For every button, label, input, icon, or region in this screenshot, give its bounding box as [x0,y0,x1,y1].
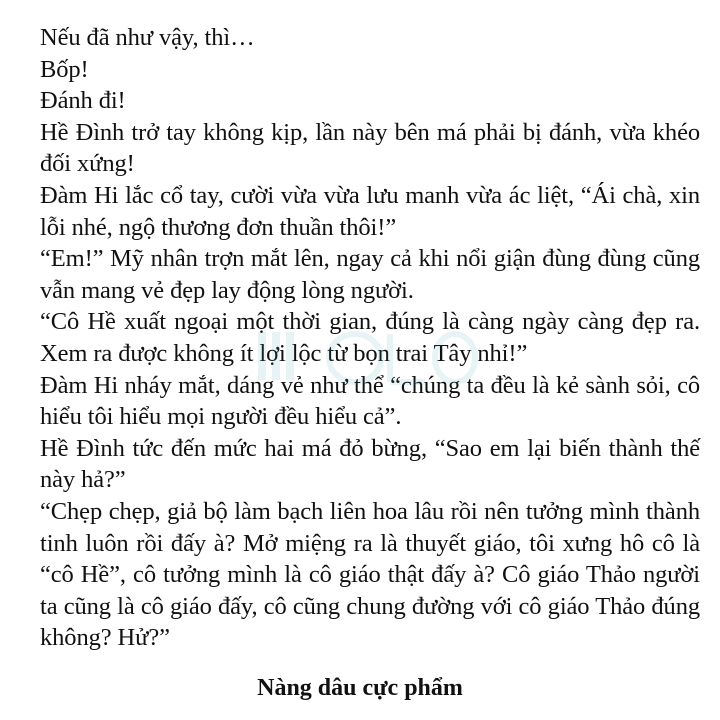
book-title-footer: Nàng dâu cực phẩm [257,675,463,701]
paragraph: Bốp! [40,55,89,83]
paragraph: Đánh đi! [40,87,126,115]
paragraph: “Cô Hề xuất ngoại một thời gian, đúng là càng ngày càng đẹp ra. Xem ra được không ít lợi lộc từ bọn trai Tây nhỉ!” [40,308,700,367]
paragraph: Hề Đình trở tay không kịp, lần này bên má phải bị đánh, vừa khéo đối xứng! [40,118,700,178]
paragraph: Đàm Hi lắc cổ tay, cười vừa vừa lưu manh vừa ác liệt, “Ái chà, xin lỗi nhé, ngộ thương đơn thuần thôi!” [40,181,700,241]
paragraph: Nếu đã như vậy, thì… [40,24,255,51]
paragraph: “Chẹp chẹp, giả bộ làm bạch liên hoa lâu rồi nên tưởng mình thành tinh luôn rồi đấy à? Mở miệng ra là thuyết giáo, tôi xưng hô cô là “cô Hề”, cô tưởng mình là cô giáo thật đấy à? Cô giáo Thảo người ta cũng là cô giáo đấy, cô cũng chung đường với cô giáo Thảo đúng không? Hử?” [40,497,700,652]
paragraph: “Em!” Mỹ nhân trợn mắt lên, ngay cả khi nổi giận đùng đùng cũng vẫn mang vẻ đẹp lay động lòng người. [40,245,700,304]
paragraph: Hề Đình tức đến mức hai má đỏ bừng, “Sao em lại biến thành thế này hả?” [40,434,700,494]
story-text [40,22,700,654]
paragraph: Đàm Hi nháy mắt, dáng vẻ như thể “chúng ta đều là kẻ sành sỏi, cô hiểu tôi hiểu mọi người đều hiểu cả”. [40,371,700,431]
